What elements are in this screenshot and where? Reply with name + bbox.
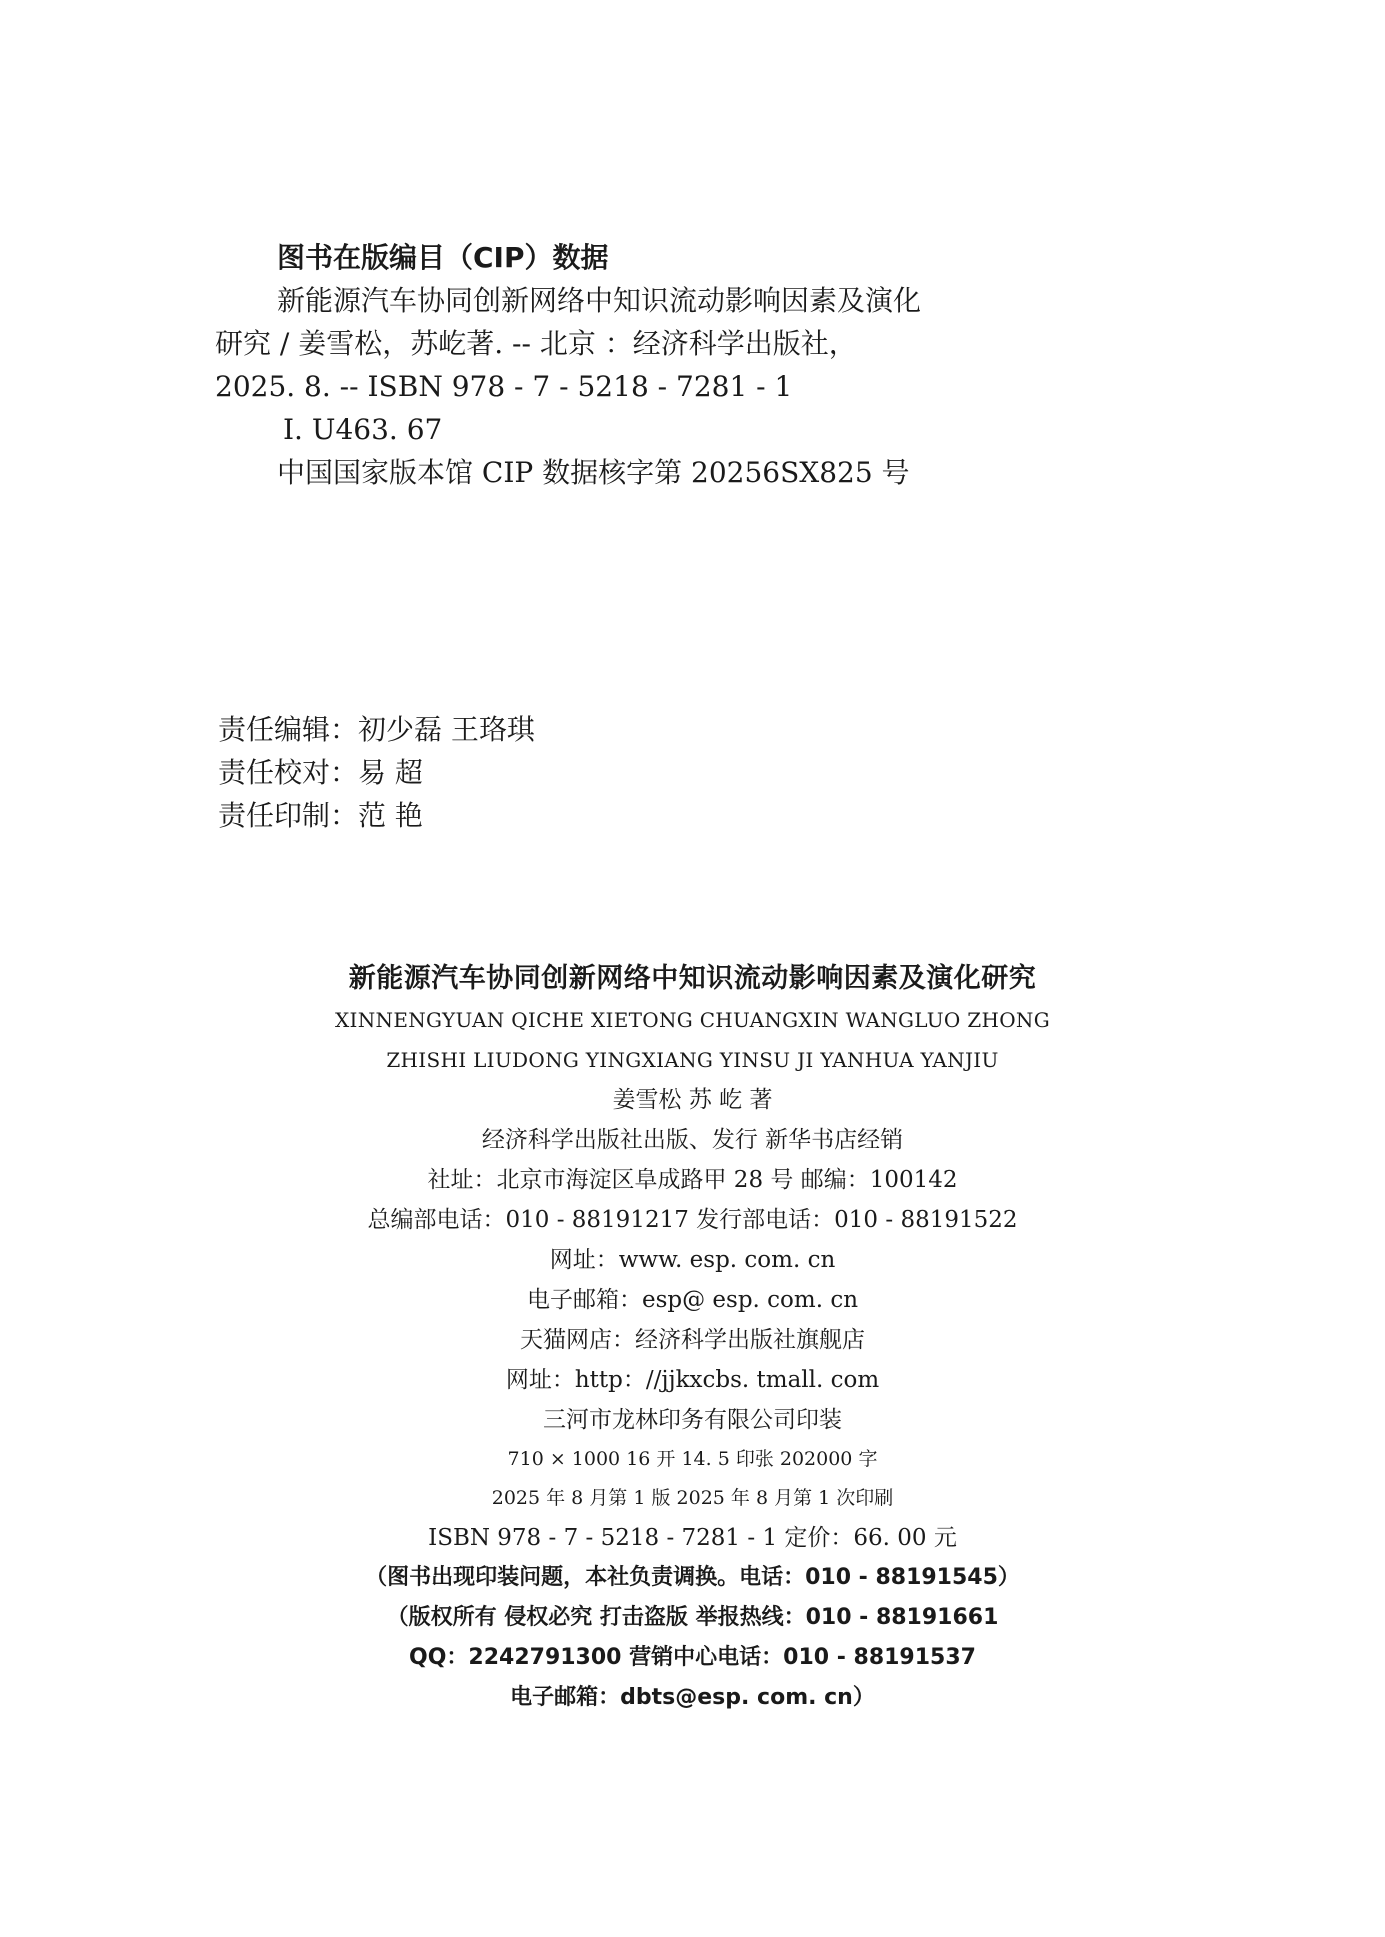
colophon-notice-2: （版权所有 侵权必究 打击盗版 举报热线：010 - 88191661 <box>386 1605 999 1630</box>
colophon-format: 710 × 1000 16 开 14. 5 印张 202000 字 <box>507 1448 878 1470</box>
colophon-title: 新能源汽车协同创新网络中知识流动影响因素及演化研究 <box>348 963 1037 994</box>
cip-book-title: 新能源汽车协同创新网络中知识流动影响因素及演化 <box>277 284 922 317</box>
colophon-pinyin-line-2: ZHISHI LIUDONG YINGXIANG YINSU JI YANHUA YANJIU <box>386 1048 999 1072</box>
responsible-proofreader: 责任校对：易 超 <box>218 756 423 789</box>
responsible-editor: 责任编辑：初少磊 王珞琪 <box>218 713 535 746</box>
colophon-edition: 2025 年 8 月第 1 版 2025 年 8 月第 1 次印刷 <box>491 1487 894 1509</box>
colophon-tmall-url: 网址：http：//jjkxcbs. tmall. com <box>505 1367 880 1393</box>
responsible-printing: 责任印制：范 艳 <box>218 799 423 832</box>
colophon-email: 电子邮箱：esp@ esp. com. cn <box>526 1287 859 1313</box>
colophon-authors: 姜雪松 苏 屹 著 <box>612 1087 773 1113</box>
colophon <box>0 958 1385 1718</box>
colophon-address: 社址：北京市海淀区阜成路甲 28 号 邮编：100142 <box>427 1167 958 1193</box>
colophon-printer: 三河市龙林印务有限公司印装 <box>543 1407 842 1433</box>
colophon-phones: 总编部电话：010 - 88191217 发行部电话：010 - 88191522 <box>367 1207 1018 1233</box>
cip-title: 图书在版编目（CIP）数据 <box>277 241 609 274</box>
colophon-pinyin-line-1: XINNENGYUAN QICHE XIETONG CHUANGXIN WANGLUO ZHONG <box>334 1008 1050 1032</box>
colophon-notice-3: QQ：2242791300 营销中心电话：010 - 88191537 <box>409 1645 976 1670</box>
colophon-publisher: 经济科学出版社出版、发行 新华书店经销 <box>481 1127 904 1153</box>
colophon-notice-1: （图书出现印装问题，本社负责调换。电话：010 - 88191545） <box>365 1565 1020 1590</box>
cip-authors-publisher: 研究 / 姜雪松，苏屹著. -- 北京 ：经济科学出版社， <box>215 327 857 360</box>
cip-block <box>215 236 1215 494</box>
cip-date-isbn: 2025. 8. -- ISBN 978 - 7 - 5218 - 7281 - 1 <box>215 370 793 403</box>
staff-credits <box>218 708 535 837</box>
colophon-website: 网址：www. esp. com. cn <box>549 1247 836 1273</box>
colophon-isbn-price: ISBN 978 - 7 - 5218 - 7281 - 1 定价：66. 00 元 <box>428 1525 957 1551</box>
cip-classification: Ⅰ. U463. 67 <box>283 413 443 446</box>
colophon-notice-4: 电子邮箱：dbts@esp. com. cn） <box>510 1685 875 1710</box>
colophon-tmall-store: 天猫网店：经济科学出版社旗舰店 <box>520 1327 865 1353</box>
cip-record-number: 中国国家版本馆 CIP 数据核字第 20256SX825 号 <box>277 456 910 489</box>
